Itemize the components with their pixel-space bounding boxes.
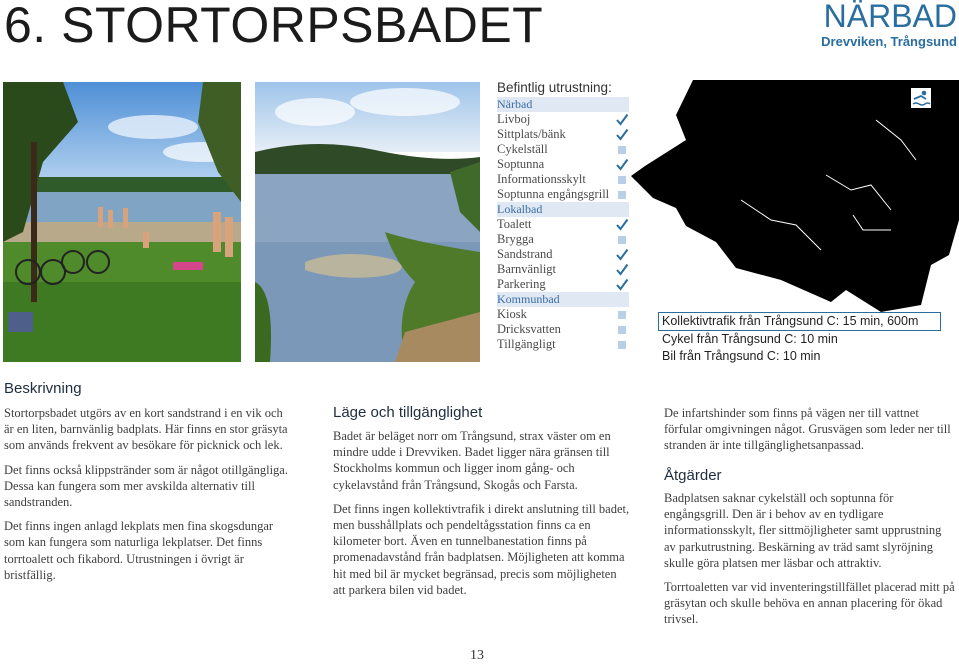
equipment-item bbox=[497, 172, 629, 187]
equipment-item bbox=[497, 337, 629, 352]
equipment-item bbox=[497, 112, 629, 127]
equipment-item bbox=[497, 307, 629, 322]
equipment-label: Kommunbad bbox=[497, 292, 560, 306]
check-icon bbox=[615, 128, 629, 141]
page-title: 6. STORTORPSBADET bbox=[4, 0, 544, 53]
public-transport-box bbox=[658, 312, 941, 331]
description-text bbox=[4, 405, 289, 591]
bath-category: NÄRBAD bbox=[823, 0, 957, 34]
equipment-label: Informationsskylt bbox=[497, 172, 586, 186]
equipment-rows bbox=[497, 97, 629, 352]
equipment-heading: Befintlig utrustning: bbox=[497, 80, 612, 95]
equipment-item bbox=[497, 262, 629, 277]
equipment-label: Dricksvatten bbox=[497, 322, 561, 336]
empty-square-icon bbox=[618, 176, 626, 184]
equipment-label: Lokalbad bbox=[497, 202, 543, 216]
check-icon bbox=[615, 158, 629, 171]
check-icon bbox=[615, 248, 629, 261]
description-heading: Beskrivning bbox=[4, 380, 82, 397]
description-paragraph: Det finns ingen anlagd lekplats men fina skogsdungar som kan fungera som naturliga lekplatser. Det finns torrtoalett och fikabord. Utrustningen i övrigt är bristfällig. bbox=[4, 519, 274, 582]
equipment-item bbox=[497, 127, 629, 142]
location-paragraph: Badet är beläget norr om Trångsund, strax väster om en mindre udde i Drevviken. Badet ligger nära gränsen till Stockholms kommun och ligger inom gång- och cykelavstånd från Trångsund, Skogås och Farsta. bbox=[333, 429, 611, 492]
actions-heading: Åtgärder bbox=[664, 467, 722, 484]
equipment-label: Tillgängligt bbox=[497, 337, 556, 351]
description-paragraph: Stortorpsbadet utgörs av en kort sandstrand i en vik och är en liten, barnvänlig badplats. Här finns en stor gräsyta som används frekvent av besökare för picknick och lek. bbox=[4, 406, 288, 453]
equipment-label: Närbad bbox=[497, 97, 533, 111]
equipment-category bbox=[497, 202, 629, 217]
transport-public: Kollektivtrafik från Trångsund C: 15 min, 600m bbox=[662, 314, 919, 328]
equipment-list bbox=[497, 80, 629, 352]
description-paragraph: Det finns också klippstränder som är något otillgängliga. Dessa kan fungera som mer avskilda alternativ till sandstranden. bbox=[4, 462, 288, 510]
equipment-item bbox=[497, 322, 629, 337]
actions-paragraph: Torrtoaletten var vid inventeringstillfället placerad mitt på gräsytan och skulle behöva en annan placering för ökad trivsel. bbox=[664, 580, 955, 627]
equipment-label: Sandstrand bbox=[497, 247, 553, 261]
equipment-item bbox=[497, 187, 629, 202]
equipment-category bbox=[497, 292, 629, 307]
obstacles-text bbox=[664, 405, 954, 462]
transport-bike: Cykel från Trångsund C: 10 min bbox=[662, 332, 838, 346]
equipment-item bbox=[497, 217, 629, 232]
empty-square-icon bbox=[618, 341, 626, 349]
swimming-icon bbox=[911, 88, 931, 108]
equipment-item bbox=[497, 142, 629, 157]
empty-square-icon bbox=[618, 326, 626, 334]
empty-square-icon bbox=[618, 191, 626, 199]
actions-text bbox=[664, 490, 956, 636]
equipment-label: Toalett bbox=[497, 217, 532, 231]
equipment-item bbox=[497, 277, 629, 292]
actions-paragraph: Badplatsen saknar cykelställ och soptunna för engångsgrill. Den är i behov av en tydligare informationsskylt, fler sittmöjligheter samt upprustning av parkutrustning. Beskärning av träd samt slyröjning skulle göra platsen mer läsbar och attraktiv. bbox=[664, 491, 942, 570]
location-paragraph: Det finns ingen kollektivtrafik i direkt anslutning till badet, men busshållplats och pendeltågsstation finns ca en kilometer bort. Även en tunnelbanestation finns på promenadavstånd från badplatsen. Möjligheten att komma hit med bil är mycket begränsad, precis som möjligheten att parkera bilen vid badet. bbox=[333, 501, 630, 597]
equipment-label: Kiosk bbox=[497, 307, 527, 321]
obstacles-paragraph: De infartshinder som finns på vägen ner till vattnet förfular omgivningen något. Grusvägen som leder ner till stranden är inte tillgänglighetsanpassad. bbox=[664, 406, 951, 453]
beach-photo bbox=[3, 82, 241, 362]
equipment-label: Brygga bbox=[497, 232, 534, 246]
equipment-category bbox=[497, 97, 629, 112]
equipment-label: Soptunna bbox=[497, 157, 545, 171]
transport-info bbox=[662, 312, 941, 365]
equipment-label: Cykelställ bbox=[497, 142, 548, 156]
lake-photo bbox=[255, 82, 480, 362]
empty-square-icon bbox=[618, 146, 626, 154]
check-icon bbox=[615, 218, 629, 231]
location-map bbox=[631, 80, 959, 312]
empty-square-icon bbox=[618, 236, 626, 244]
equipment-item bbox=[497, 247, 629, 262]
equipment-label: Soptunna engångsgrill bbox=[497, 187, 610, 201]
equipment-label: Parkering bbox=[497, 277, 546, 291]
equipment-label: Barnvänligt bbox=[497, 262, 557, 276]
location-heading: Läge och tillgänglighet bbox=[333, 404, 483, 421]
transport-car: Bil från Trångsund C: 10 min bbox=[662, 349, 821, 363]
page-number: 13 bbox=[470, 648, 484, 663]
equipment-item bbox=[497, 232, 629, 247]
check-icon bbox=[615, 113, 629, 126]
empty-square-icon bbox=[618, 311, 626, 319]
location-text bbox=[333, 428, 631, 606]
equipment-item bbox=[497, 157, 629, 172]
bath-location: Drevviken, Trångsund bbox=[821, 34, 957, 49]
check-icon bbox=[615, 278, 629, 291]
equipment-label: Sittplats/bänk bbox=[497, 127, 566, 141]
check-icon bbox=[615, 263, 629, 276]
equipment-label: Livboj bbox=[497, 112, 531, 126]
